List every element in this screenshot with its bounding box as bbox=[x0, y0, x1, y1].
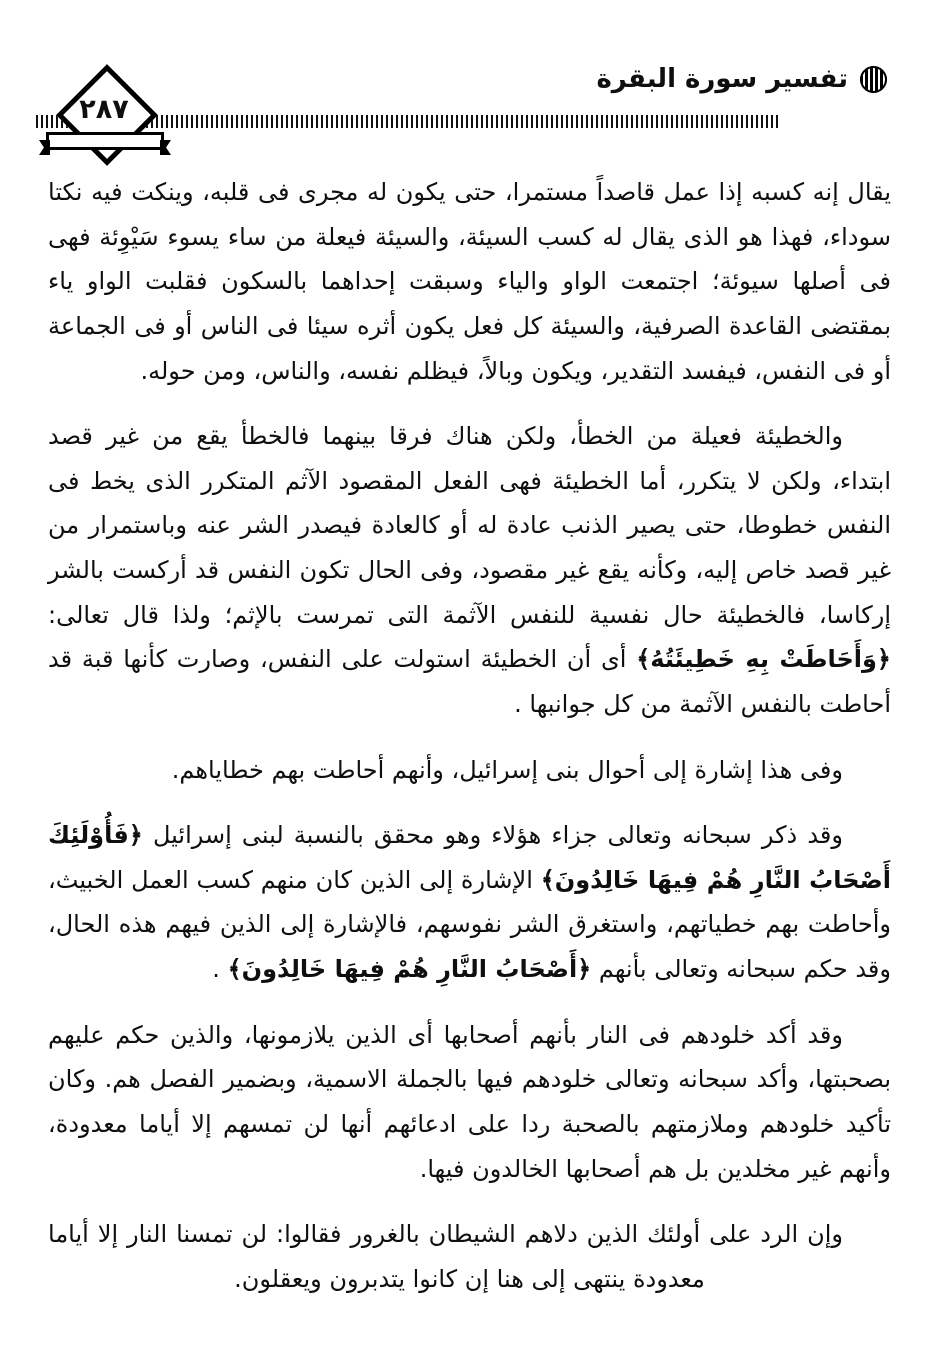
paragraph bbox=[48, 170, 891, 393]
content bbox=[48, 170, 891, 1322]
ornament-ball-icon bbox=[860, 66, 887, 93]
body-text: يقال إنه كسبه إذا عمل قاصداً مستمرا، حتى يكون له مجرى فى قلبه، وينكت فيه نكتا سوداء، فهذا هو الذى يقال له كسب السيئة، والسيئة فيعلة من ساء يسوء سَيْوِئة فهى فى أصلها سيوئة؛ اجتمعت الواو والياء وسبقت إحداهما بالسكون فقلبت الواو ياء بمقتضى القاعدة الصرفية، والسيئة كل فعل يكون أثره سيئا فى الناس أو فى الجماعة أو فى النفس، فيفسد التقدير، ويكون وبالاً، فيظلم نفسه، والناس، ومن حوله. bbox=[48, 178, 891, 385]
paragraph bbox=[48, 414, 891, 726]
chapter-title: تفسير سورة البقرة bbox=[596, 64, 848, 94]
body-text: أى أن الخطيئة استولت على النفس، وصارت كأنها قبة قد أحاطت بالنفس الآثمة من كل جوانبها . bbox=[48, 645, 891, 718]
quran-verse: ﴿فَأُوْلَئِكَ أَصْحَابُ النَّارِ هُمْ فِيهَا خَالِدُونَ﴾ bbox=[48, 821, 892, 894]
body-text: الإشارة إلى الذين كان منهم كسب العمل الخبيث، وأحاطت بهم خطياتهم، واستغرق الشر نفوسهم، فالإشارة إلى الذين فيهم هذه الحال، وقد حكم سبحانه وتعالى بأنهم bbox=[48, 865, 891, 983]
body-text: . bbox=[212, 955, 228, 983]
paragraph bbox=[48, 1212, 891, 1301]
paragraph bbox=[48, 748, 891, 793]
ribbon-banner bbox=[46, 132, 164, 150]
body-text: وقد ذكر سبحانه وتعالى جزاء هؤلاء وهو محقق بالنسبة لبنى إسرائيل bbox=[142, 821, 843, 850]
page-number-ornament bbox=[48, 66, 166, 174]
paragraph bbox=[48, 1013, 891, 1192]
body-text: وقد أكد خلودهم فى النار بأنهم أصحابها أى الذين يلازمونها، والذين حكم عليهم بصحبتها، وأكد سبحانه وتعالى خلودهم فيها بالجملة الاسمية، وبضمير الفصل هم. وكان تأكيد خلودهم وملازمتهم بالصحبة ردا على ادعائهم أنها لن تمسهم إلا أياما معدودة، وأنهم غير مخلدين بل هم أصحابها الخالدون فيها. bbox=[48, 1020, 891, 1183]
chapter-title-row bbox=[596, 64, 887, 94]
quran-verse: ﴿وَأَحَاطَتْ بِهِ خَطِيئَتُهُ﴾ bbox=[636, 645, 891, 674]
page-number: ٢٨٧ bbox=[79, 94, 129, 125]
body-text: وإن الرد على أولئك الذين دلاهم الشيطان بالغرور فقالوا: لن تمسنا النار إلا أياما معدودة ينتهى إلى هنا إن كانوا يتدبرون ويعقلون. bbox=[48, 1220, 843, 1293]
quran-verse: ﴿أَصْحَابُ النَّارِ هُمْ فِيهَا خَالِدُونَ﴾ bbox=[227, 955, 592, 983]
body-text: والخطيئة فعيلة من الخطأ، ولكن هناك فرقا بينهما فالخطأ يقع من غير قصد ابتداء، ولكن لا يتكرر، أما الخطيئة فهى الفعل المقصود الآثم المتكرر الذى يخط فى النفس خطوطا، حتى يصير الذنب عادة له أو كالعادة فيصدر الشر عنه وباستمرار من غير قصد خاص إليه، وكأنه يقع غير مقصود، وفى الحال تكون النفس قد أركست بالشر إركاسا، فالخطيئة حال نفسية للنفس الآثمة التى تمرست بالإثم؛ ولذا قال تعالى: bbox=[48, 422, 891, 629]
body-text: وفى هذا إشارة إلى أحوال بنى إسرائيل، وأنهم أحاطت بهم خطاياهم. bbox=[171, 755, 843, 784]
paragraph bbox=[48, 813, 891, 992]
